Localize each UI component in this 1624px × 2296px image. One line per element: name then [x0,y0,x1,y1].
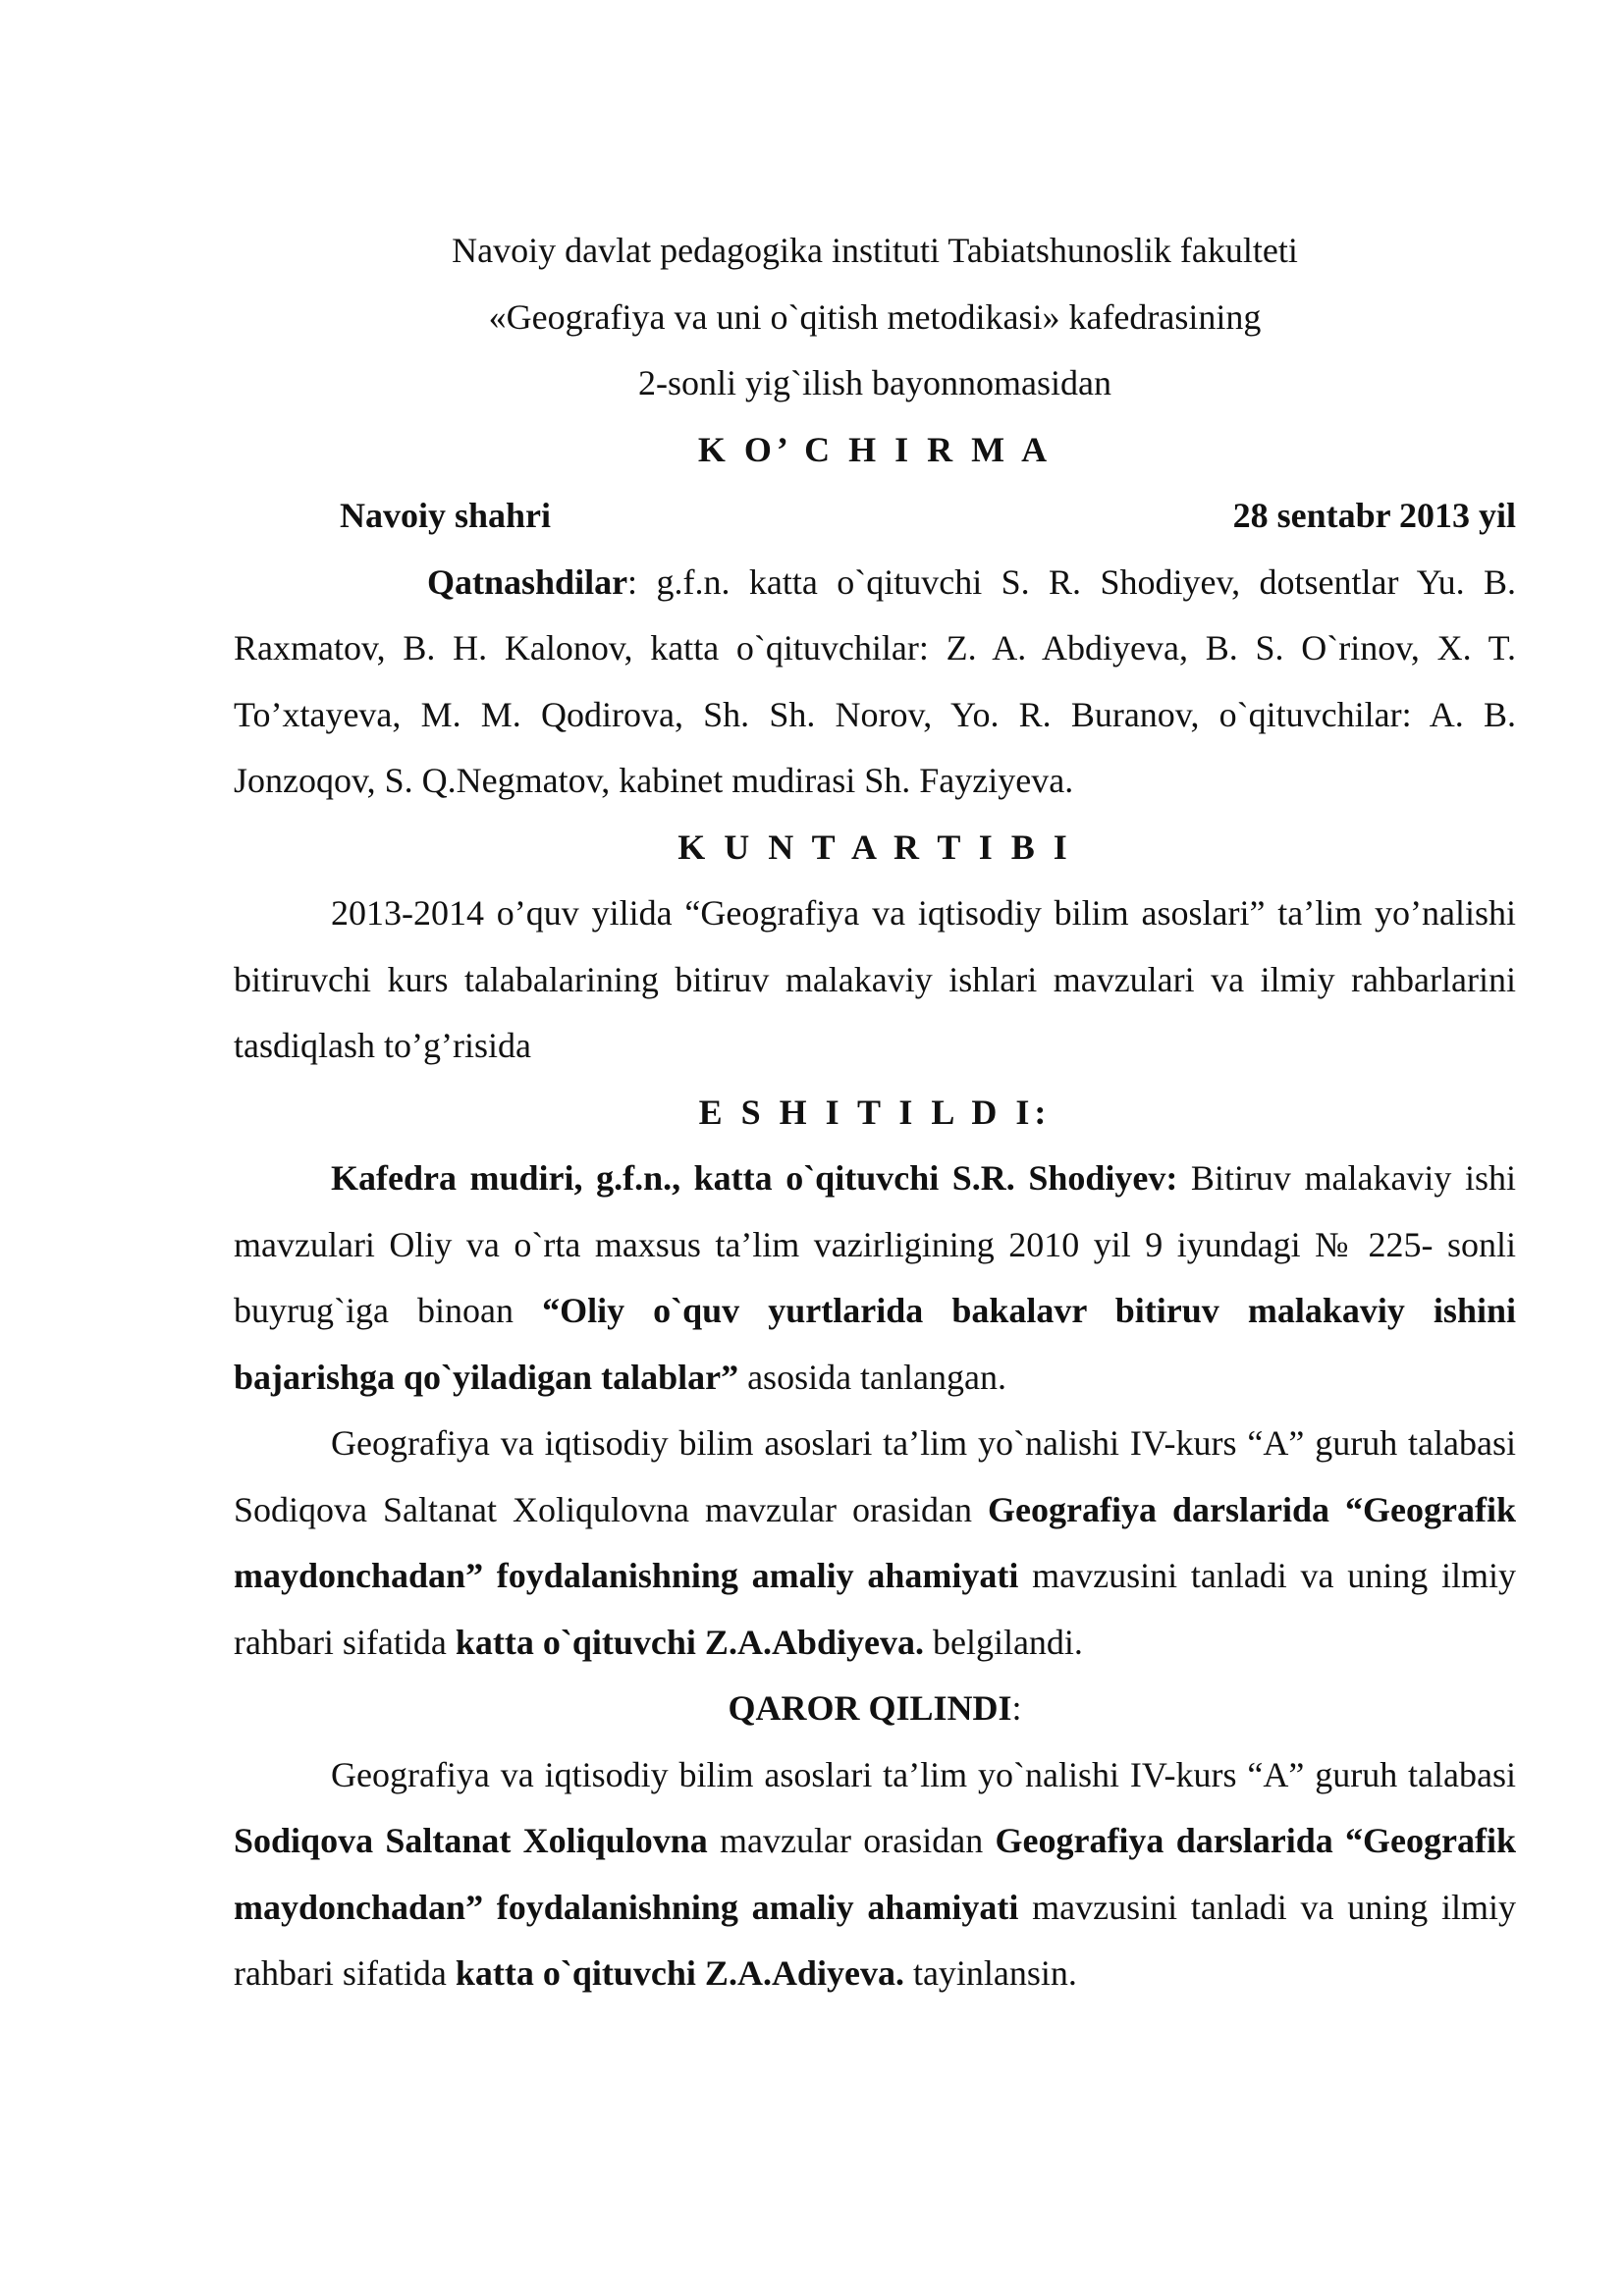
decision-text-2: mavzular orasidan [707,1821,996,1860]
heard-text-2: asosida tanlangan. [738,1357,1006,1397]
attendees-label: Qatnashdilar [427,561,628,602]
institute-line: Navoiy davlat pedagogika instituti Tabiatshunoslik fakulteti [452,231,1298,270]
document-title: K O’ C H I R M A [697,429,1053,469]
department-line: «Geografiya va uni o`qitish metodikasi» kafedrasining [488,296,1262,337]
decision-paragraph [234,1742,1516,2007]
agenda-heading: K U N T A R T I B I [677,827,1072,867]
decision-student: Sodiqova Saltanat Xoliqulovna [234,1821,708,1860]
document-body [234,218,1516,2007]
decision-text-1: Geografiya va iqtisodiy bilim asoslari ta’lim yo`nalishi IV-kurs “A” guruh talabasi [331,1754,1516,1794]
heard-text-1: Bitiruv malakaviy ishi mavzulari Oliy va o`rta maxsus ta’lim vazirligining 2010 yil 9 iyundagi № 225- sonli buyrug`iga binoan [234,1158,1516,1330]
attendees-text: : g.f.n. katta o`qituvchi S. R. Shodiyev, dotsentlar Yu. B. Raxmatov, B. H. Kalonov, katta o`qituvchilar: Z. A. Abdiyeva, B. S. O`rinov, X. T. To’xtayeva, M. M. Qodirova, Sh. Sh. Norov, Yo. R. Buranov, o`qituvchilar: A. B. Jonzoqov, S. Q.Negmatov, kabinet mudirasi Sh. Fayziyeva. [234,561,1516,800]
heard-p2-text-3: belgilandi. [923,1622,1083,1662]
date-label: 28 sentabr 2013 yil [1232,496,1516,535]
heard-advisor: katta o`qituvchi Z.A.Abdiyeva. [455,1622,924,1662]
heard-heading: E S H I T I L D I: [698,1092,1052,1132]
decision-heading-colon: : [1011,1688,1022,1728]
decision-heading [234,1676,1516,1742]
attendees-paragraph [234,550,1516,815]
heard-p2-text-1: Geografiya va iqtisodiy bilim asoslari ta’lim yo`nalishi IV-kurs “A” guruh talabasi Sodiqova Saltanat Xoliqulovna mavzular orasidan [234,1423,1516,1529]
heard-p2-text-2: mavzusini tanladi va uning ilmiy rahbari sifatida [234,1556,1516,1662]
speaker-name: Kafedra mudiri, g.f.n., katta o`qituvchi S.R. Shodiyev: [331,1158,1178,1198]
decision-heading-text: QAROR QILINDI [728,1688,1012,1728]
decision-advisor: katta o`qituvchi Z.A.Adiyeva. [455,1953,904,1993]
place-date-row [234,483,1516,550]
heard-topic: Geografiya darslarida “Geografik maydonchadan” foydalanishning amaliy ahamiyati [234,1489,1516,1595]
decision-text-3: mavzusini tanladi va uning ilmiy rahbari sifatida [234,1887,1516,1993]
heard-topic-paragraph [234,1411,1516,1676]
minutes-line: 2-sonli yig`ilish bayonnomasidan [638,363,1111,402]
city-label: Navoiy shahri [340,496,552,535]
heard-paragraph [234,1146,1516,1411]
order-title: “Oliy o`quv yurtlarida bakalavr bitiruv malakaviy ishini bajarishga qo`yiladigan talablar” [234,1291,1516,1397]
agenda-paragraph: 2013-2014 o’quv yilida “Geografiya va iqtisodiy bilim asoslari” ta’lim yo’nalishi bitiruvchi kurs talabalarining bitiruv malakaviy ishlari mavzulari va ilmiy rahbarlarini tasdiqlash to’g’risida [234,893,1516,1065]
decision-text-4: tayinlansin. [903,1953,1077,1993]
decision-topic: Geografiya darslarida “Geografik maydonchadan” foydalanishning amaliy ahamiyati [234,1821,1516,1927]
